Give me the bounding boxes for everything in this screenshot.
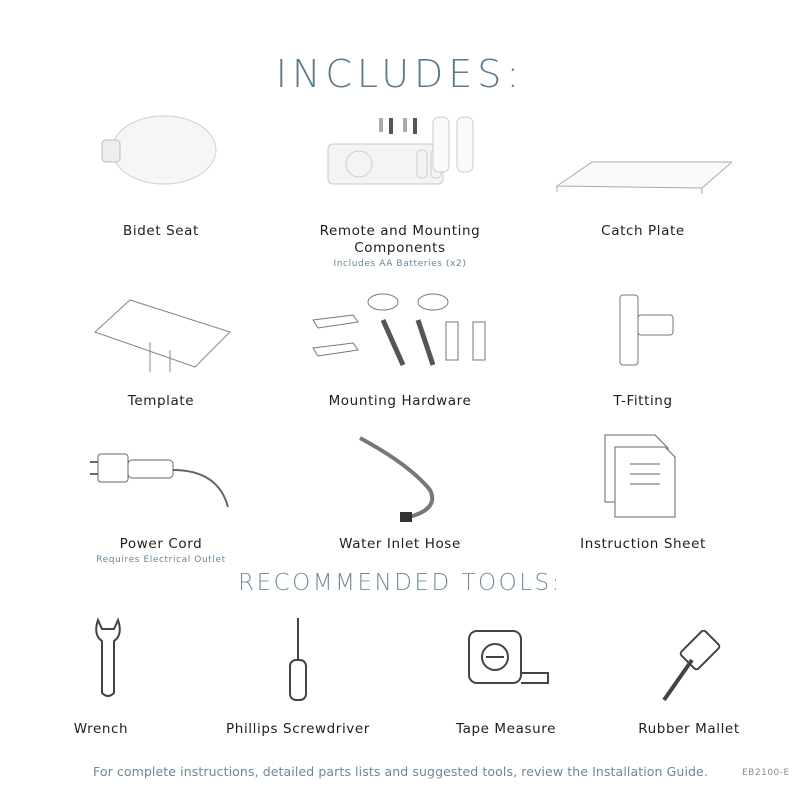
screwdriver-icon [286, 615, 311, 703]
tool-item-mallet: Rubber Mallet [638, 721, 740, 737]
include-item-instruction-sheet: Instruction Sheet [580, 536, 706, 552]
document-code: EB2100-E [742, 768, 790, 778]
power-cord-icon [88, 442, 233, 512]
includes-heading: INCLUDES: [275, 52, 525, 96]
include-item-bidet-seat: Bidet Seat [123, 223, 199, 239]
include-item-mounting-hardware: Mounting Hardware [328, 393, 472, 409]
footer-note: For complete instructions, detailed parts lists and suggested tools, review the Installation Guide. [93, 764, 708, 779]
template-icon [90, 292, 235, 377]
tape-measure-icon [466, 628, 551, 690]
mallet-icon [658, 630, 728, 705]
include-item-catch-plate: Catch Plate [601, 223, 685, 239]
include-item-t-fitting: T-Fitting [613, 393, 673, 409]
tool-item-screwdriver: Phillips Screwdriver [226, 721, 370, 737]
instruction-sheet-icon [600, 432, 680, 520]
bidet-seat-icon [98, 112, 223, 192]
tool-item-wrench: Wrench [73, 721, 129, 737]
remote-icon [325, 112, 485, 187]
t-fitting-icon [605, 290, 680, 375]
mounting-hardware-icon [308, 290, 498, 375]
include-item-remote: Remote and Mounting Components Includes AA Batteries (x2) [319, 223, 481, 269]
include-item-power-cord: Power Cord Requires Electrical Outlet [96, 536, 226, 565]
water-hose-icon [350, 430, 445, 525]
include-item-water-hose: Water Inlet Hose [339, 536, 461, 552]
catch-plate-icon [552, 158, 732, 198]
tools-heading: RECOMMENDED TOOLS: [238, 570, 562, 596]
tool-item-tape-measure: Tape Measure [455, 721, 557, 737]
wrench-icon [88, 615, 128, 700]
include-item-template: Template [127, 393, 195, 409]
